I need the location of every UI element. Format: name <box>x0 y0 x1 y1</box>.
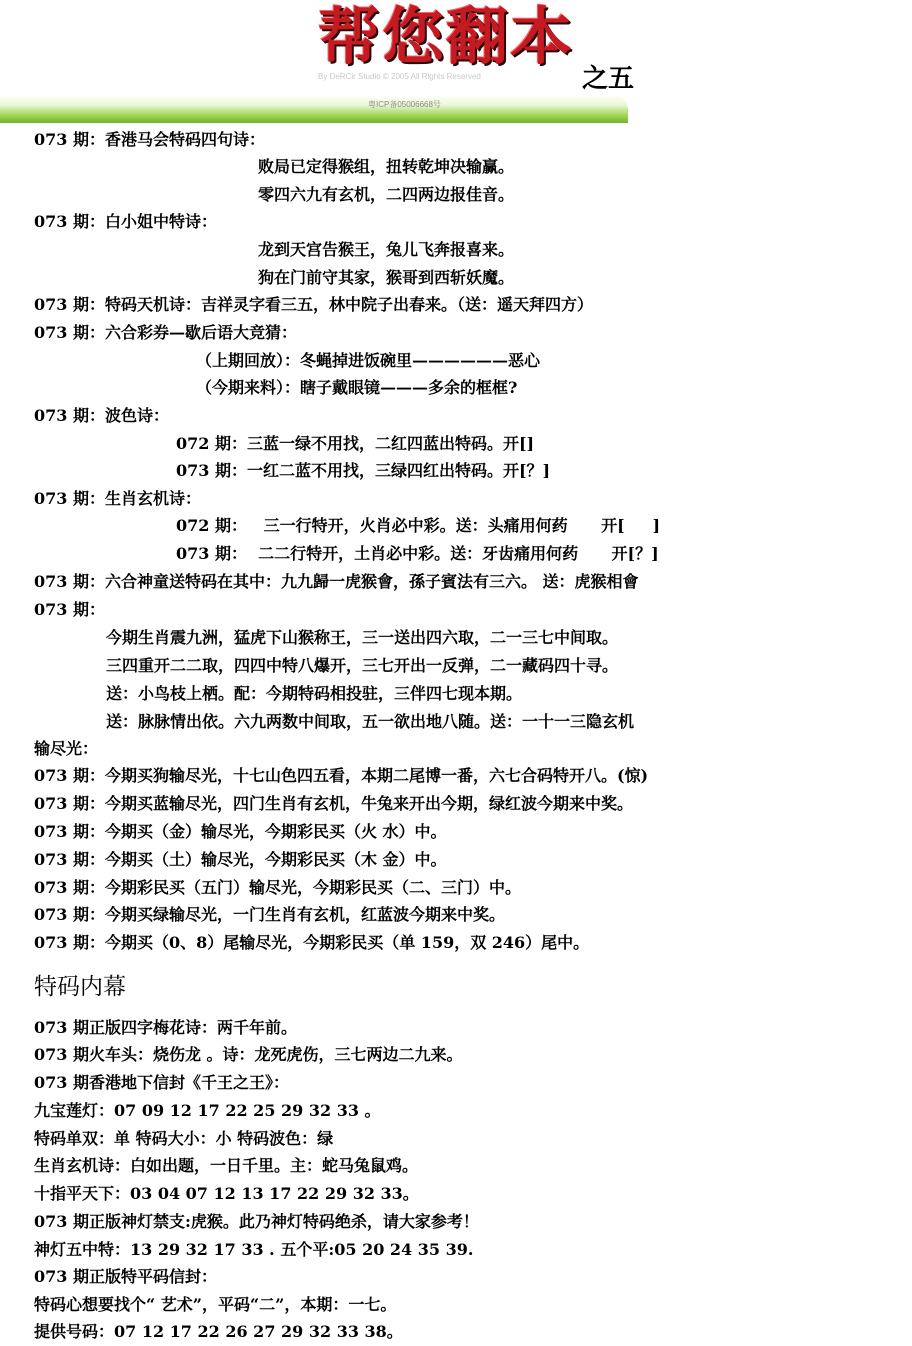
text-line: 073 期：今期买（0、8）尾输尽光，今期彩民买（单 159，双 246）尾中。 <box>34 933 590 952</box>
text-line: 073 期：白小姐中特诗： <box>34 212 217 231</box>
header-green-band <box>0 95 628 123</box>
logo-suffix: 之五 <box>582 64 635 94</box>
site-logo: 帮您翻本 <box>318 0 575 73</box>
text-line: （今期来料）：瞎子戴眼镜———多余的框框? <box>196 378 518 397</box>
text-line: 073 期： <box>34 600 105 619</box>
text-line: 073 期：六合神童送特码在其中：九九歸一虎猴會，孫子賓法有三六。 送：虎猴相會 <box>34 572 639 591</box>
text-line: 073 期：今期买狗输尽光，十七山色四五看，本期二尾博一番，六七合码特开八。(惊) <box>34 766 649 785</box>
header-faint-copyright: By DeRCir Studio © 2005 All Rights Reserved <box>318 72 481 81</box>
text-line: 073 期：今期买绿输尽光，一门生肖有玄机，红蓝波今期来中奖。 <box>34 905 505 924</box>
text-line: 072 期：三蓝一绿不用找，二红四蓝出特码。开[] <box>176 434 535 453</box>
text-line: 073 期：一红二蓝不用找，三绿四红出特码。开[？] <box>176 461 551 480</box>
text-line: 073 期：六合彩券—歇后语大竞猜： <box>34 323 297 342</box>
text-line: 073 期：生肖玄机诗： <box>34 489 201 508</box>
text-line: 073 期香港地下信封《千王之王》： <box>34 1073 289 1092</box>
section-title: 特码内幕 <box>34 974 126 1000</box>
text-line: 神灯五中特：13 29 32 17 33 . 五个平:05 20 24 35 39. <box>34 1240 474 1259</box>
header-faint-icp: 粤ICP备05006668号 <box>368 100 441 109</box>
text-line: 今期生肖震九洲，猛虎下山猴称王，三一送出四六取，二一三七中间取。 <box>106 628 619 647</box>
text-line: 送：小鸟枝上栖。配：今期特码相投驻，三伴四七现本期。 <box>106 684 523 703</box>
text-line: 073 期：香港马会特码四句诗： <box>34 130 265 149</box>
text-line: 073 期：今期买（金）输尽光，今期彩民买（火 水）中。 <box>34 822 447 841</box>
text-line: 败局已定得猴组，扭转乾坤决输赢。 <box>258 157 515 176</box>
text-line: 073 期： 二二行特开，土肖必中彩。送：牙齿痛用何药 开[？] <box>176 544 659 563</box>
text-line: 072 期： 三一行特开，火肖必中彩。送：头痛用何药 开[ ] <box>176 516 661 535</box>
text-line: 073 期正版特平码信封： <box>34 1267 217 1286</box>
page-header <box>0 0 912 130</box>
text-line: 龙到天宫告猴王，兔儿飞奔报喜来。 <box>258 240 515 259</box>
text-line: 输尽光： <box>34 739 99 758</box>
text-line: 073 期：今期买（土）输尽光，今期彩民买（木 金）中。 <box>34 850 447 869</box>
text-line: （上期回放）：冬蝇掉进饭碗里——————恶心 <box>196 351 541 370</box>
text-line: 073 期正版神灯禁支:虎猴。此乃神灯特码绝杀，请大家参考！ <box>34 1212 479 1231</box>
text-line: 073 期：今期彩民买（五门）输尽光，今期彩民买（二、三门）中。 <box>34 878 521 897</box>
text-line: 送：脉脉情出依。六九两数中间取，五一欲出地八随。送：一十一三隐玄机 <box>106 712 635 731</box>
text-line: 073 期火车头：烧伤龙 。诗：龙死虎伤，三七两边二九来。 <box>34 1045 463 1064</box>
text-line: 073 期：波色诗： <box>34 406 169 425</box>
text-line: 十指平天下：03 04 07 12 13 17 22 29 32 33。 <box>34 1184 419 1203</box>
text-line: 特码心想要找个“ 艺术”，平码“二”，本期：一七。 <box>34 1295 397 1314</box>
text-line: 073 期：特码天机诗：吉祥灵字看三五，林中院子出春来。（送：遥天拜四方） <box>34 295 593 314</box>
text-line: 九宝莲灯：07 09 12 17 22 25 29 32 33 。 <box>34 1101 381 1120</box>
text-line: 零四六九有玄机，二四两边报佳音。 <box>258 185 515 204</box>
text-line: 提供号码：07 12 17 22 26 27 29 32 33 38。 <box>34 1322 403 1341</box>
text-line: 073 期：今期买蓝输尽光，四门生肖有玄机，牛兔来开出今期，绿红波今期来中奖。 <box>34 794 633 813</box>
text-line: 三四重开二二取，四四中特八爆开，三七开出一反弹，二一藏码四十寻。 <box>106 656 619 675</box>
text-line: 狗在门前守其家，猴哥到西斩妖魔。 <box>258 268 515 287</box>
text-line: 生肖玄机诗：白如出题，一日千里。主：蛇马兔鼠鸡。 <box>34 1156 419 1175</box>
text-line: 特码单双：单 特码大小：小 特码波色：绿 <box>34 1129 334 1148</box>
text-line: 073 期正版四字梅花诗：两千年前。 <box>34 1018 297 1037</box>
